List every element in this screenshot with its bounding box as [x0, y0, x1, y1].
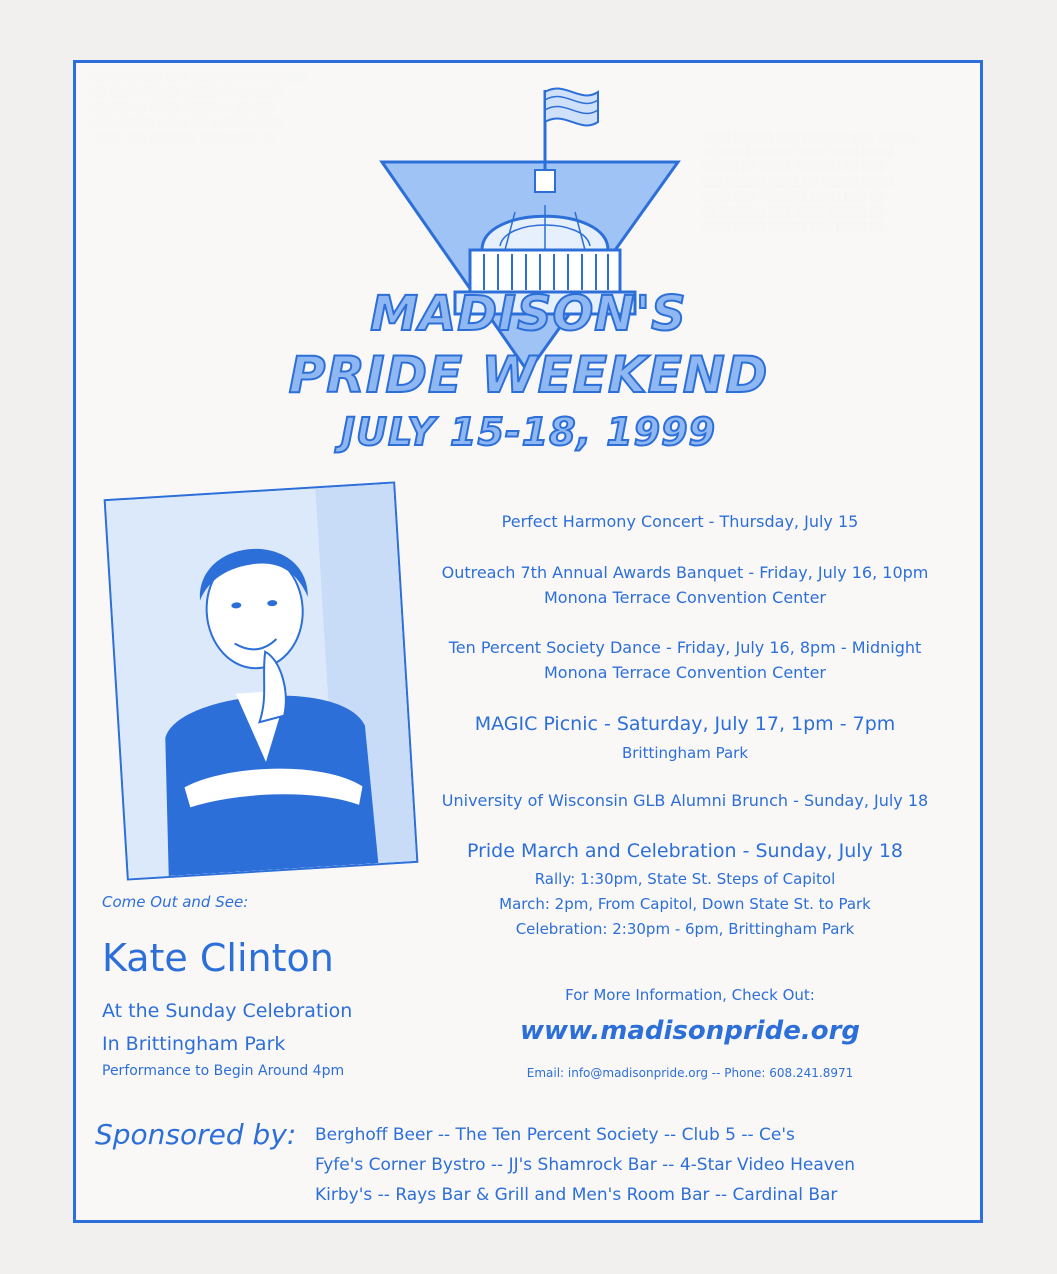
event-brunch: University of Wisconsin GLB Alumni Brunch - Sunday, July 18 — [441, 791, 929, 810]
info-contact: Email: info@madisonpride.org -- Phone: 608.241.8971 — [526, 1066, 854, 1080]
sponsors-line-1: Berghoff Beer -- The Ten Percent Society -- Club 5 -- Ce's — [315, 1125, 795, 1145]
feature-performer-name: Kate Clinton — [102, 936, 334, 980]
event-banquet: Outreach 7th Annual Awards Banquet - Friday, July 16, 10pm — [441, 563, 929, 582]
kate-clinton-photo — [104, 481, 419, 880]
feature-line-1: At the Sunday Celebration — [102, 1000, 353, 1022]
event-concert: Perfect Harmony Concert - Thursday, July 15 — [501, 512, 859, 531]
info-heading: For More Information, Check Out: — [565, 986, 815, 1004]
event-march-route: March: 2pm, From Capitol, Down State St. to Park — [499, 895, 871, 913]
event-dance: Ten Percent Society Dance - Friday, July 16, 8pm - Midnight — [448, 638, 922, 657]
event-picnic-venue: Brittingham Park — [621, 744, 749, 762]
info-website-link[interactable]: www.madisonpride.org — [519, 1016, 861, 1046]
feature-line-2: In Brittingham Park — [102, 1033, 286, 1055]
title-dates: JULY 15-18, 1999 — [341, 410, 716, 454]
title-line-1: MADISON'S — [370, 286, 687, 342]
event-march-rally: Rally: 1:30pm, State St. Steps of Capitol — [534, 870, 836, 888]
feature-intro: Come Out and See: — [102, 893, 249, 911]
event-march: Pride March and Celebration - Sunday, July 18 — [466, 840, 904, 862]
event-banquet-venue: Monona Terrace Convention Center — [544, 588, 826, 607]
portrait-illustration — [106, 484, 417, 879]
sponsors-label: Sponsored by: — [95, 1118, 297, 1151]
event-march-celebration: Celebration: 2:30pm - 6pm, Brittingham Park — [515, 920, 855, 938]
sponsors-line-3: Kirby's -- Rays Bar & Grill and Men's Room Bar -- Cardinal Bar — [315, 1185, 838, 1205]
title-line-2: PRIDE WEEKEND — [288, 346, 769, 404]
event-dance-venue: Monona Terrace Convention Center — [544, 663, 826, 682]
sponsors-line-2: Fyfe's Corner Bystro -- JJ's Shamrock Bar -- 4-Star Video Heaven — [315, 1155, 856, 1175]
feature-line-3: Performance to Begin Around 4pm — [102, 1063, 345, 1079]
event-picnic: MAGIC Picnic - Saturday, July 17, 1pm - 7pm — [474, 713, 896, 735]
